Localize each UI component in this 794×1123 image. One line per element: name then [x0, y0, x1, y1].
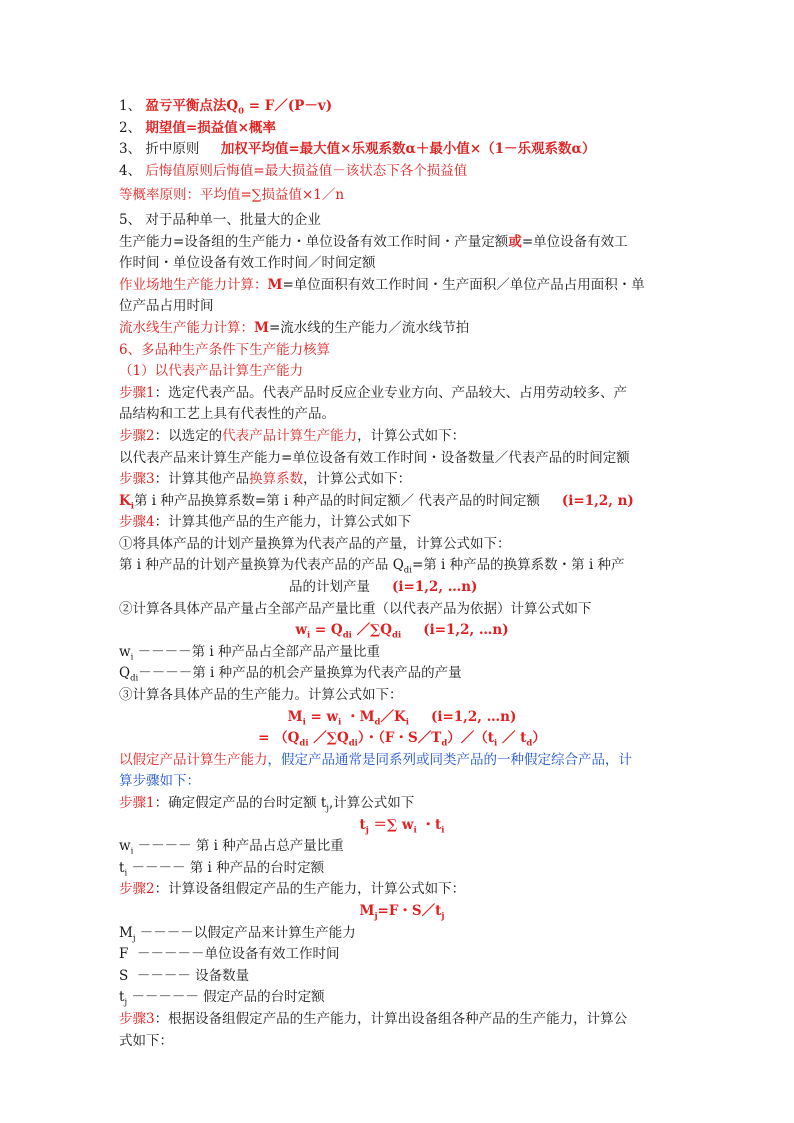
document-body — [119, 96, 685, 1052]
line-31-assumed-product: 以假定产品计算生产能力，假定产品通常是同系列或同类产品的一种假定综合产品，计 — [119, 751, 632, 768]
line-16-step2: 步骤2：以选定的代表产品计算生产能力，计算公式如下： — [119, 427, 466, 444]
line-32-assumed-product-cont: 算步骤如下： — [119, 773, 200, 790]
line-5-equal-probability: 等概率原则：平均值=∑损益值×1／n — [119, 187, 345, 204]
line-37-assumed-step2: 步骤2：计算设备组假定产品的生产能力，计算公式如下： — [119, 881, 466, 898]
line-28-item3: ③计算各具体产品的生产能力。计算公式如下： — [119, 687, 403, 704]
line-20-step4: 步骤4：计算其他产品的生产能力，计算公式如下 — [119, 514, 412, 531]
line-22-planned-output: 第 i 种产品的计划产量换算为代表产品的产品 $Q_{di}=$第 i 种产品的换算系数・第 i 种产 — [119, 557, 625, 577]
line-27-qdi-definition: $Q_{di}----$第 i 种产品的机会产量换算为代表产品的产量 — [119, 665, 462, 685]
line-14-step1: 步骤1：选定代表产品。代表产品时反应企业专业方向、产品较大、占用劳动较多、产 — [119, 384, 628, 401]
line-8-capacity-cont: 作时间・单位设备有效工作时间／时间定额 — [119, 255, 376, 272]
line-15-step1-cont: 品结构和工艺上具有代表性的产品。 — [119, 406, 335, 423]
line-10-workspace-cont: 位产品占用时间 — [119, 298, 214, 315]
line-43-assumed-step3: 步骤3：根据设备组假定产品的生产能力，计算出设备组各种产品的生产能力，计算公 — [119, 1010, 628, 1027]
line-3-compromise: 3、 折中原则 加权平均值=最大值×乐观系数α＋最小值×（1－乐观系数α） — [119, 141, 596, 158]
line-7-capacity: 生产能力=设备组的生产能力・单位设备有效工作时间・产量定额或=单位设备有效工 — [119, 233, 628, 250]
line-44-step3-cont: 式如下： — [119, 1032, 173, 1049]
line-42-tj-definition: $t_j$ －－－－－ 假定产品的台时定额 — [119, 989, 325, 1009]
line-6-single-product: 5、 对于品种单一、批量大的企业 — [119, 211, 321, 228]
line-39-mj-definition: $M_j$ －－－－以假定产品来计算生产能力 — [119, 924, 356, 944]
line-40-f-definition: F －－－－－单位设备有效工作时间 — [119, 946, 340, 963]
line-41-s-definition: S －－－－ 设备数量 — [119, 967, 250, 984]
line-33-assumed-step1: 步骤1：确定假定产品的台时定额 $t_j$,计算公式如下 — [119, 795, 415, 814]
line-4-regret: 4、 后悔值原则后悔值=最大损益值－该状态下各个损益值 — [119, 162, 468, 179]
line-13-representative-heading: （1）以代表产品计算生产能力 — [119, 363, 304, 380]
line-34-tj-formula: $t_j$ ＝∑ $w_i$ ・$t_i$ — [359, 816, 445, 836]
line-24-item2: ②计算各具体产品产量占全部产品产量比重（以代表产品为依据）计算公式如下 — [119, 600, 592, 617]
line-19-conversion-coefficient: $K_i$第 i 种产品换算系数=第 i 种产品的时间定额／ 代表产品的时间定额 (i=1,2, n) — [119, 492, 634, 512]
line-36-ti-definition: $t_i$ －－－－ 第 i 种产品的台时定额 — [119, 859, 325, 879]
line-25-weight-formula: $w_i = Q_{di}$ $/\sum Q_{di}$ (i=1,2, …n) — [295, 622, 509, 641]
line-30-mi-expanded: = （$Q_{di}$ $/\sum Q_{di}$）・（F・$S/T_d)/(t_i$ ／ $t_d$） — [258, 730, 546, 749]
line-26-wi-definition: $w_i$ －－－－第 i 种产品占全部产品产量比重 — [119, 643, 380, 663]
line-35-wi-definition: $w_i$ －－－－ 第 i 种产品占总产量比重 — [119, 838, 344, 857]
line-18-step3: 步骤3：计算其他产品换算系数，计算公式如下： — [119, 471, 412, 488]
line-2-expected-value: 2、 期望值=损益值×概率 — [119, 119, 277, 136]
line-9-workspace-capacity: 作业场地生产能力计算：M=单位面积有效工作时间・生产面积／单位产品占用面积・单 — [119, 276, 645, 293]
line-12-multi-product-heading: 6、多品种生产条件下生产能力核算 — [119, 341, 331, 358]
line-17-representative-formula: 以代表产品来计算生产能力=单位设备有效工作时间・设备数量／代表产品的时间定额 — [119, 449, 630, 466]
line-21-item1: ①将具体产品的计划产量换算为代表产品的产量，计算公式如下： — [119, 535, 511, 552]
line-29-mi-formula: $M_i = w_i$ ・$M_d/K_i$ (i=1,2, …n) — [287, 708, 517, 728]
line-23-planned-output-cont: 品的计划产量 (i=1,2, …n) — [289, 579, 478, 596]
line-38-mj-formula: $M_j=F$・$S/t_j$ — [359, 902, 445, 922]
line-1-breakeven: 1、 盈亏平衡点法$Q_0$ = F／(P－v) — [119, 98, 333, 117]
line-11-assembly-line: 流水线生产能力计算：M=流水线的生产能力／流水线节拍 — [119, 319, 470, 336]
